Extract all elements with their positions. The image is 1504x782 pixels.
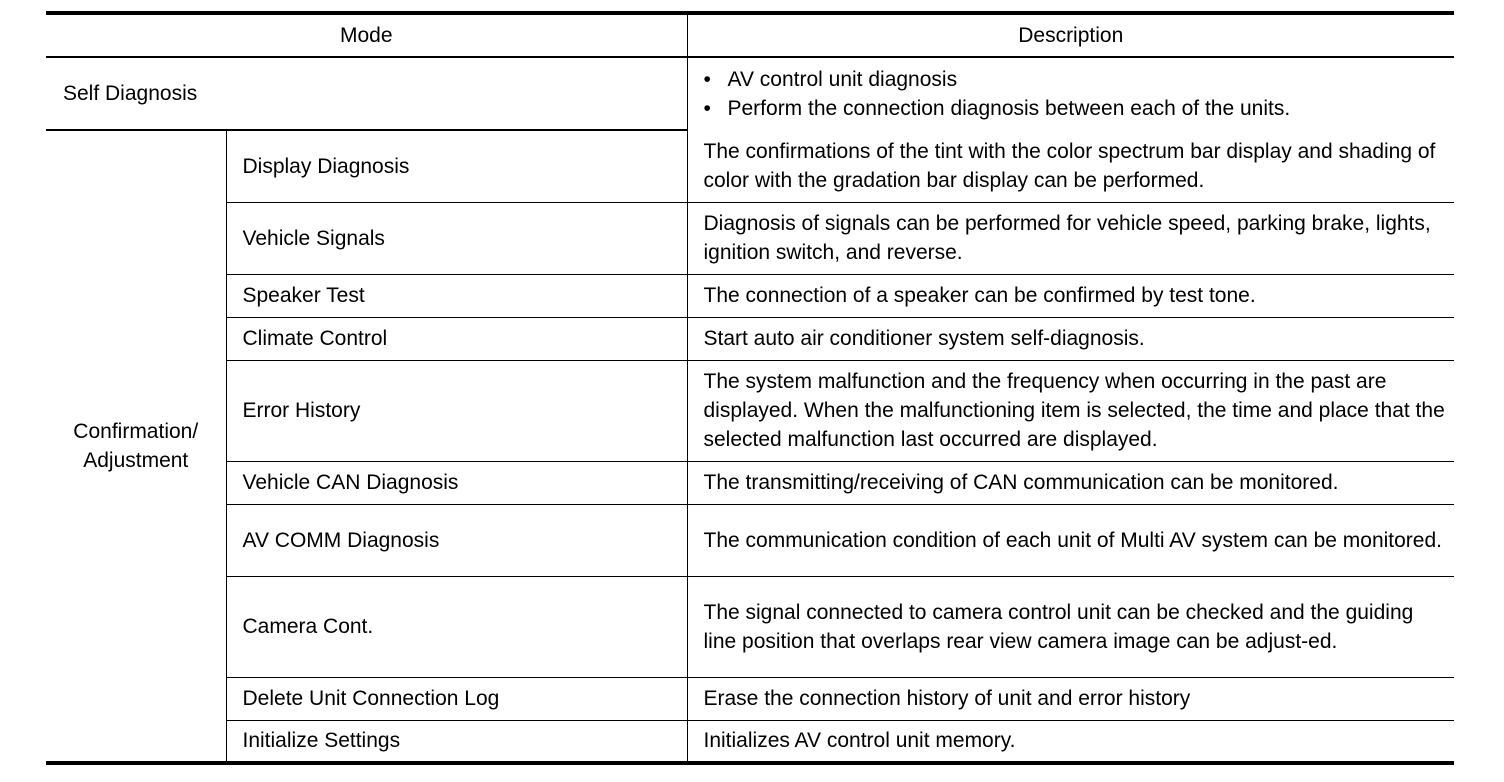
description-cell: The connection of a speaker can be confirmed by test tone. (687, 274, 1454, 317)
mode-description-table (46, 11, 1454, 765)
description-cell: The transmitting/receiving of CAN communication can be monitored. (687, 461, 1454, 504)
table-row (46, 202, 1454, 274)
table-row (46, 57, 1454, 130)
mode-cell: Delete Unit Connection Log (226, 677, 687, 720)
description-cell: Initializes AV control unit memory. (687, 720, 1454, 763)
description-cell: Start auto air conditioner system self-diagnosis. (687, 317, 1454, 360)
description-cell: Diagnosis of signals can be performed for vehicle speed, parking brake, lights, ignition switch, and reverse. (687, 202, 1454, 274)
mode-cell: Vehicle Signals (226, 202, 687, 274)
table-row (46, 576, 1454, 677)
mode-cell: Self Diagnosis (46, 57, 687, 130)
header-description: Description (687, 13, 1454, 57)
description-cell: The communication condition of each unit of Multi AV system can be monitored. (687, 504, 1454, 576)
description-cell: The system malfunction and the frequency when occurring in the past are displayed. When the malfunctioning item is selected, the time and place that the selected malfunction last occurred are displayed. (687, 360, 1454, 461)
table-row (46, 504, 1454, 576)
description-cell: The confirmations of the tint with the color spectrum bar display and shading of color with the gradation bar display can be performed. (687, 130, 1454, 202)
mode-cell: Vehicle CAN Diagnosis (226, 461, 687, 504)
mode-cell: Initialize Settings (226, 720, 687, 763)
table-row (46, 720, 1454, 763)
mode-cell: Speaker Test (226, 274, 687, 317)
mode-cell: Error History (226, 360, 687, 461)
list-item: • AV control unit diagnosis (704, 65, 1449, 94)
mode-cell: Display Diagnosis (226, 130, 687, 202)
description-bullet-list (704, 65, 1449, 123)
description-cell: The signal connected to camera control unit can be checked and the guiding line position that overlaps rear view camera image can be adjust-ed. (687, 576, 1454, 677)
description-cell: Erase the connection history of unit and error history (687, 677, 1454, 720)
group-label-line2: Adjustment (83, 449, 189, 472)
mode-cell: Camera Cont. (226, 576, 687, 677)
table-header-row (46, 13, 1454, 57)
group-label-cell (46, 130, 226, 763)
table-row (46, 461, 1454, 504)
table-row (46, 130, 1454, 202)
description-cell (687, 57, 1454, 130)
table-row (46, 677, 1454, 720)
header-mode: Mode (46, 13, 687, 57)
table-row (46, 317, 1454, 360)
mode-cell: Climate Control (226, 317, 687, 360)
table-row (46, 360, 1454, 461)
group-label-line1: Confirmation/ (73, 420, 199, 443)
mode-cell: AV COMM Diagnosis (226, 504, 687, 576)
list-item: • Perform the connection diagnosis between each of the units. (704, 94, 1449, 123)
table-row (46, 274, 1454, 317)
